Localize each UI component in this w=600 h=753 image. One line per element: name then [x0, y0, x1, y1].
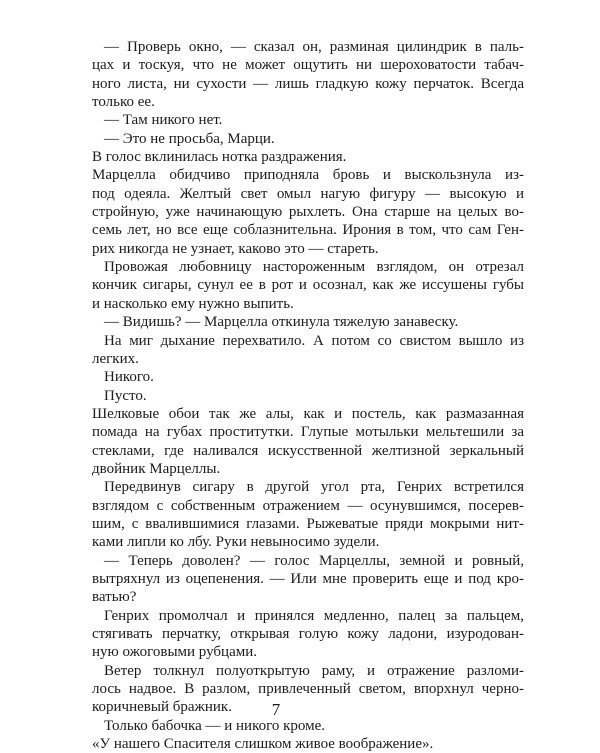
text-line: вытряхнул из оцепенения. — Или мне проверить еще и под кро- [92, 570, 524, 587]
text-line: стеклами, где наливался искусственной желтизной зеркальный [92, 442, 524, 459]
body-text [92, 38, 524, 753]
text-line: коричневый бражник. [92, 699, 232, 716]
text-line: — Теперь доволен? — голос Марцеллы, земной и ровный, [104, 552, 524, 569]
text-line: и насколько ему нужно выпить. [92, 295, 294, 312]
page-number: 7 [271, 700, 281, 719]
text-line: Провожая любовницу настороженным взглядом, он отрезал [104, 259, 524, 276]
text-line: рих никогда не узнает, каково это — стареть. [92, 240, 379, 257]
text-line: ного листа, ни сухости — лишь гладкую кожу перчаток. Всегда [92, 75, 524, 92]
text-line: — Там никого нет. [104, 112, 223, 129]
text-line: Ветер толкнул полуоткрытую раму, и отражение разломи- [104, 662, 524, 679]
text-line: «У нашего Спасителя слишком живое воображение». [92, 736, 434, 753]
text-line: В голос вклинилась нотка раздражения. [92, 149, 347, 166]
text-line: Пусто. [104, 387, 147, 404]
text-line: двойник Марцеллы. [92, 460, 221, 477]
text-line: Передвинув сигару в другой угол рта, Генрих встретился [104, 479, 524, 496]
text-line: Генрих промолчал и принялся медленно, палец за пальцем, [104, 607, 524, 624]
text-line: легких. [92, 350, 139, 367]
text-line: Шелковые обои так же алы, как и постель, как размазанная [92, 405, 524, 422]
text-line: шим, с ввалившимися глазами. Рыжеватые пряди мокрыми нит- [92, 515, 524, 532]
text-line: ками липли ко лбу. Руки невыносимо зудели. [92, 534, 380, 551]
text-line: помада на губах проститутки. Глупые мотыльки мельтешили за [92, 424, 524, 441]
text-line: Никого. [104, 369, 154, 386]
text-line: стягивать перчатку, открывая голую кожу ладони, изуродован- [92, 626, 524, 642]
text-line: — Проверь окно, — сказал он, разминая цилиндрик в паль- [104, 39, 524, 55]
text-line: ную ожоговыми рубцами. [92, 644, 257, 661]
text-line: семь лет, но все еще соблазнительна. Ирония в том, что сам Ген- [92, 222, 524, 239]
text-line: Только бабочка — и никого кроме. [104, 717, 326, 734]
text-line: Марцелла обидчиво приподняла бровь и выскользнула из- [92, 167, 524, 184]
text-line: взглядом с собственным отражением — осунувшимся, посерев- [92, 497, 524, 514]
text-line: На миг дыхание перехватило. А потом со свистом вышло из [104, 332, 524, 349]
text-line: только ее. [92, 94, 155, 111]
text-line: цах и тоскуя, что не может ощутить ни шероховатости табач- [92, 57, 524, 74]
text-line: кончик сигары, сунул ее в рот и осознал, как же иссушены губы [92, 277, 524, 294]
text-line: стройную, уже начинающую рыхлеть. Она старше на целых во- [92, 204, 524, 221]
text-line: под одеяла. Желтый свет омыл нагую фигуру — высокую и [92, 185, 524, 202]
text-line: лось надвое. В разлом, привлеченный светом, впорхнул черно- [92, 681, 524, 698]
text-line: ватью? [92, 589, 137, 606]
text-line: — Это не просьба, Марци. [104, 130, 275, 147]
text-line: — Видишь? — Марцелла откинула тяжелую занавеску. [104, 314, 459, 331]
